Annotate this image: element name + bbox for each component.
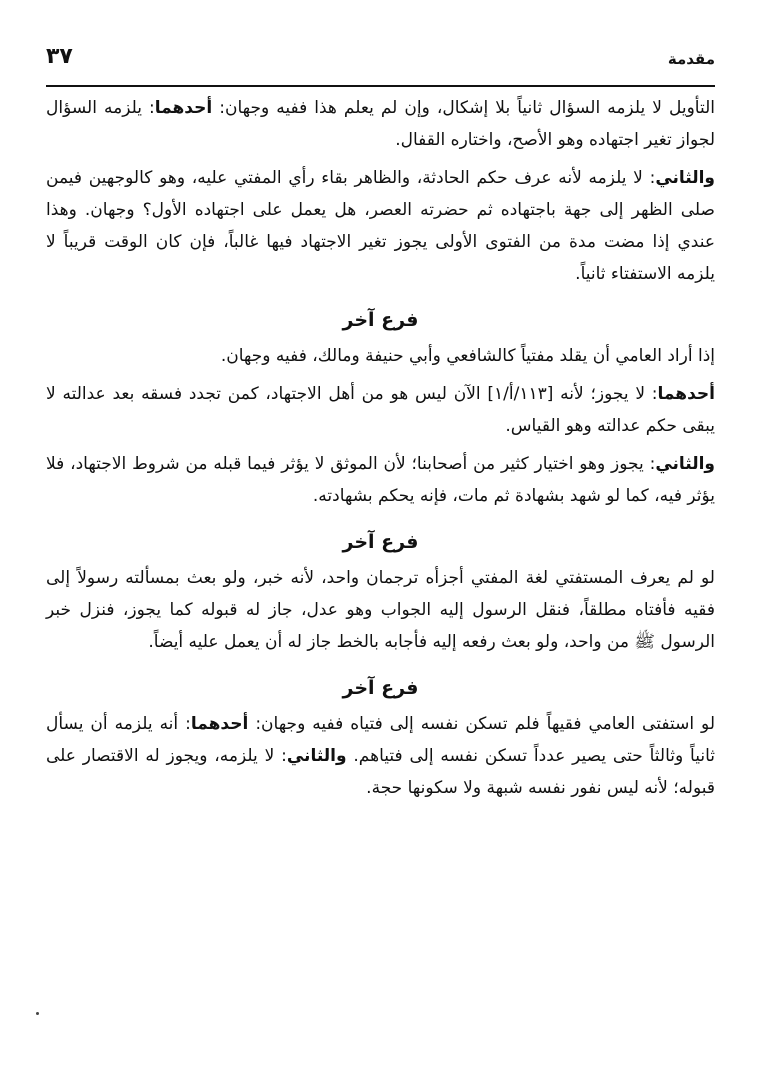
section-heading: فرع آخر bbox=[342, 531, 419, 553]
paragraph-text: : أنه يلزمه أن يسأل ثانياً وثالثاً حتى يصير عدداً تسكن نفسه إلى فتياهم. bbox=[46, 714, 715, 766]
paragraph bbox=[46, 162, 715, 290]
paragraph-text: : لا يجوز؛ لأنه [١١٣/أ/١] الآن ليس هو من أهل الاجتهاد، كمن تجدد فسقه بعد عدالته لا يبقى حكم عدالته وهو القياس. bbox=[46, 384, 715, 436]
section-heading: فرع آخر bbox=[342, 309, 419, 331]
section-heading: فرع آخر bbox=[342, 677, 419, 699]
running-title: مقدمة bbox=[667, 50, 715, 68]
page-header bbox=[46, 44, 715, 84]
keyword-ahaduhuma: أحدهما bbox=[190, 714, 249, 734]
keyword-wal-thani: والثاني bbox=[655, 168, 715, 188]
paragraph-text: : لا يلزمه، ويجوز له الاقتصار على قبوله؛ لأنه ليس نفور نفسه شبهة ولا سكونها حجة. bbox=[46, 746, 715, 798]
header-divider bbox=[46, 85, 715, 87]
scan-speck bbox=[36, 1012, 39, 1015]
paragraph-text: : يلزمه السؤال لجواز تغير اجتهاده وهو الأصح، واختاره القفال. bbox=[46, 98, 715, 150]
paragraph: إذا أراد العامي أن يقلد مفتياً كالشافعي وأبي حنيفة ومالك، ففيه وجهان. bbox=[220, 346, 715, 366]
paragraph-text: التأويل لا يلزمه السؤال ثانياً بلا إشكال، وإن لم يعلم هذا ففيه وجهان: bbox=[219, 98, 716, 118]
paragraph: لو لم يعرف المستفتي لغة المفتي أجزأه ترجمان واحد، لأنه خبر، ولو بعث بمسألته رسولاً إلى فقيه فأفتاه مطلقاً، فنقل الرسول إليه الجواب وهو عدل، جاز له قبوله كما يجوز، فنزل خبر الرسول ﷺ من واحد، ولو بعث رفعه إليه فأجابه بالخط جاز له أن يعمل عليه أيضاً. bbox=[46, 568, 715, 652]
keyword-ahaduhuma: أحدهما bbox=[657, 384, 715, 404]
paragraph bbox=[46, 708, 715, 804]
paragraph bbox=[46, 448, 715, 512]
paragraph bbox=[46, 92, 715, 156]
paragraph bbox=[46, 378, 715, 442]
page-body bbox=[46, 92, 715, 804]
keyword-ahaduhuma: أحدهما bbox=[154, 98, 213, 118]
paragraph-text: : لا يلزمه لأنه عرف حكم الحادثة، والظاهر بقاء رأي المفتي عليه، وهو كالوجهين فيمن صلى الظهر إلى جهة باجتهاده ثم حضرته العصر، هل يعمل على اجتهاده الأول؟ وجهان. وهذا عندي إذا مضت مدة من الفتوى الأولى يجوز تغير الاجتهاد فيها غالباً، فإن كان الوقت قريباً لا يلزمه الاستفتاء ثانياً. bbox=[46, 168, 715, 284]
page-number: ٣٧ bbox=[46, 44, 73, 69]
keyword-wal-thani: والثاني bbox=[286, 746, 347, 766]
paragraph-text: لو استفتى العامي فقيهاً فلم تسكن نفسه إلى فتياه ففيه وجهان: bbox=[255, 714, 715, 734]
keyword-wal-thani: والثاني bbox=[655, 454, 715, 474]
paragraph-text: : يجوز وهو اختيار كثير من أصحابنا؛ لأن الموثق لا يؤثر فيما قبله من شروط الاجتهاد، فلا يؤثر فيه، كما لو شهد بشهادة ثم مات، فإنه يحكم بشهادته. bbox=[46, 454, 715, 506]
